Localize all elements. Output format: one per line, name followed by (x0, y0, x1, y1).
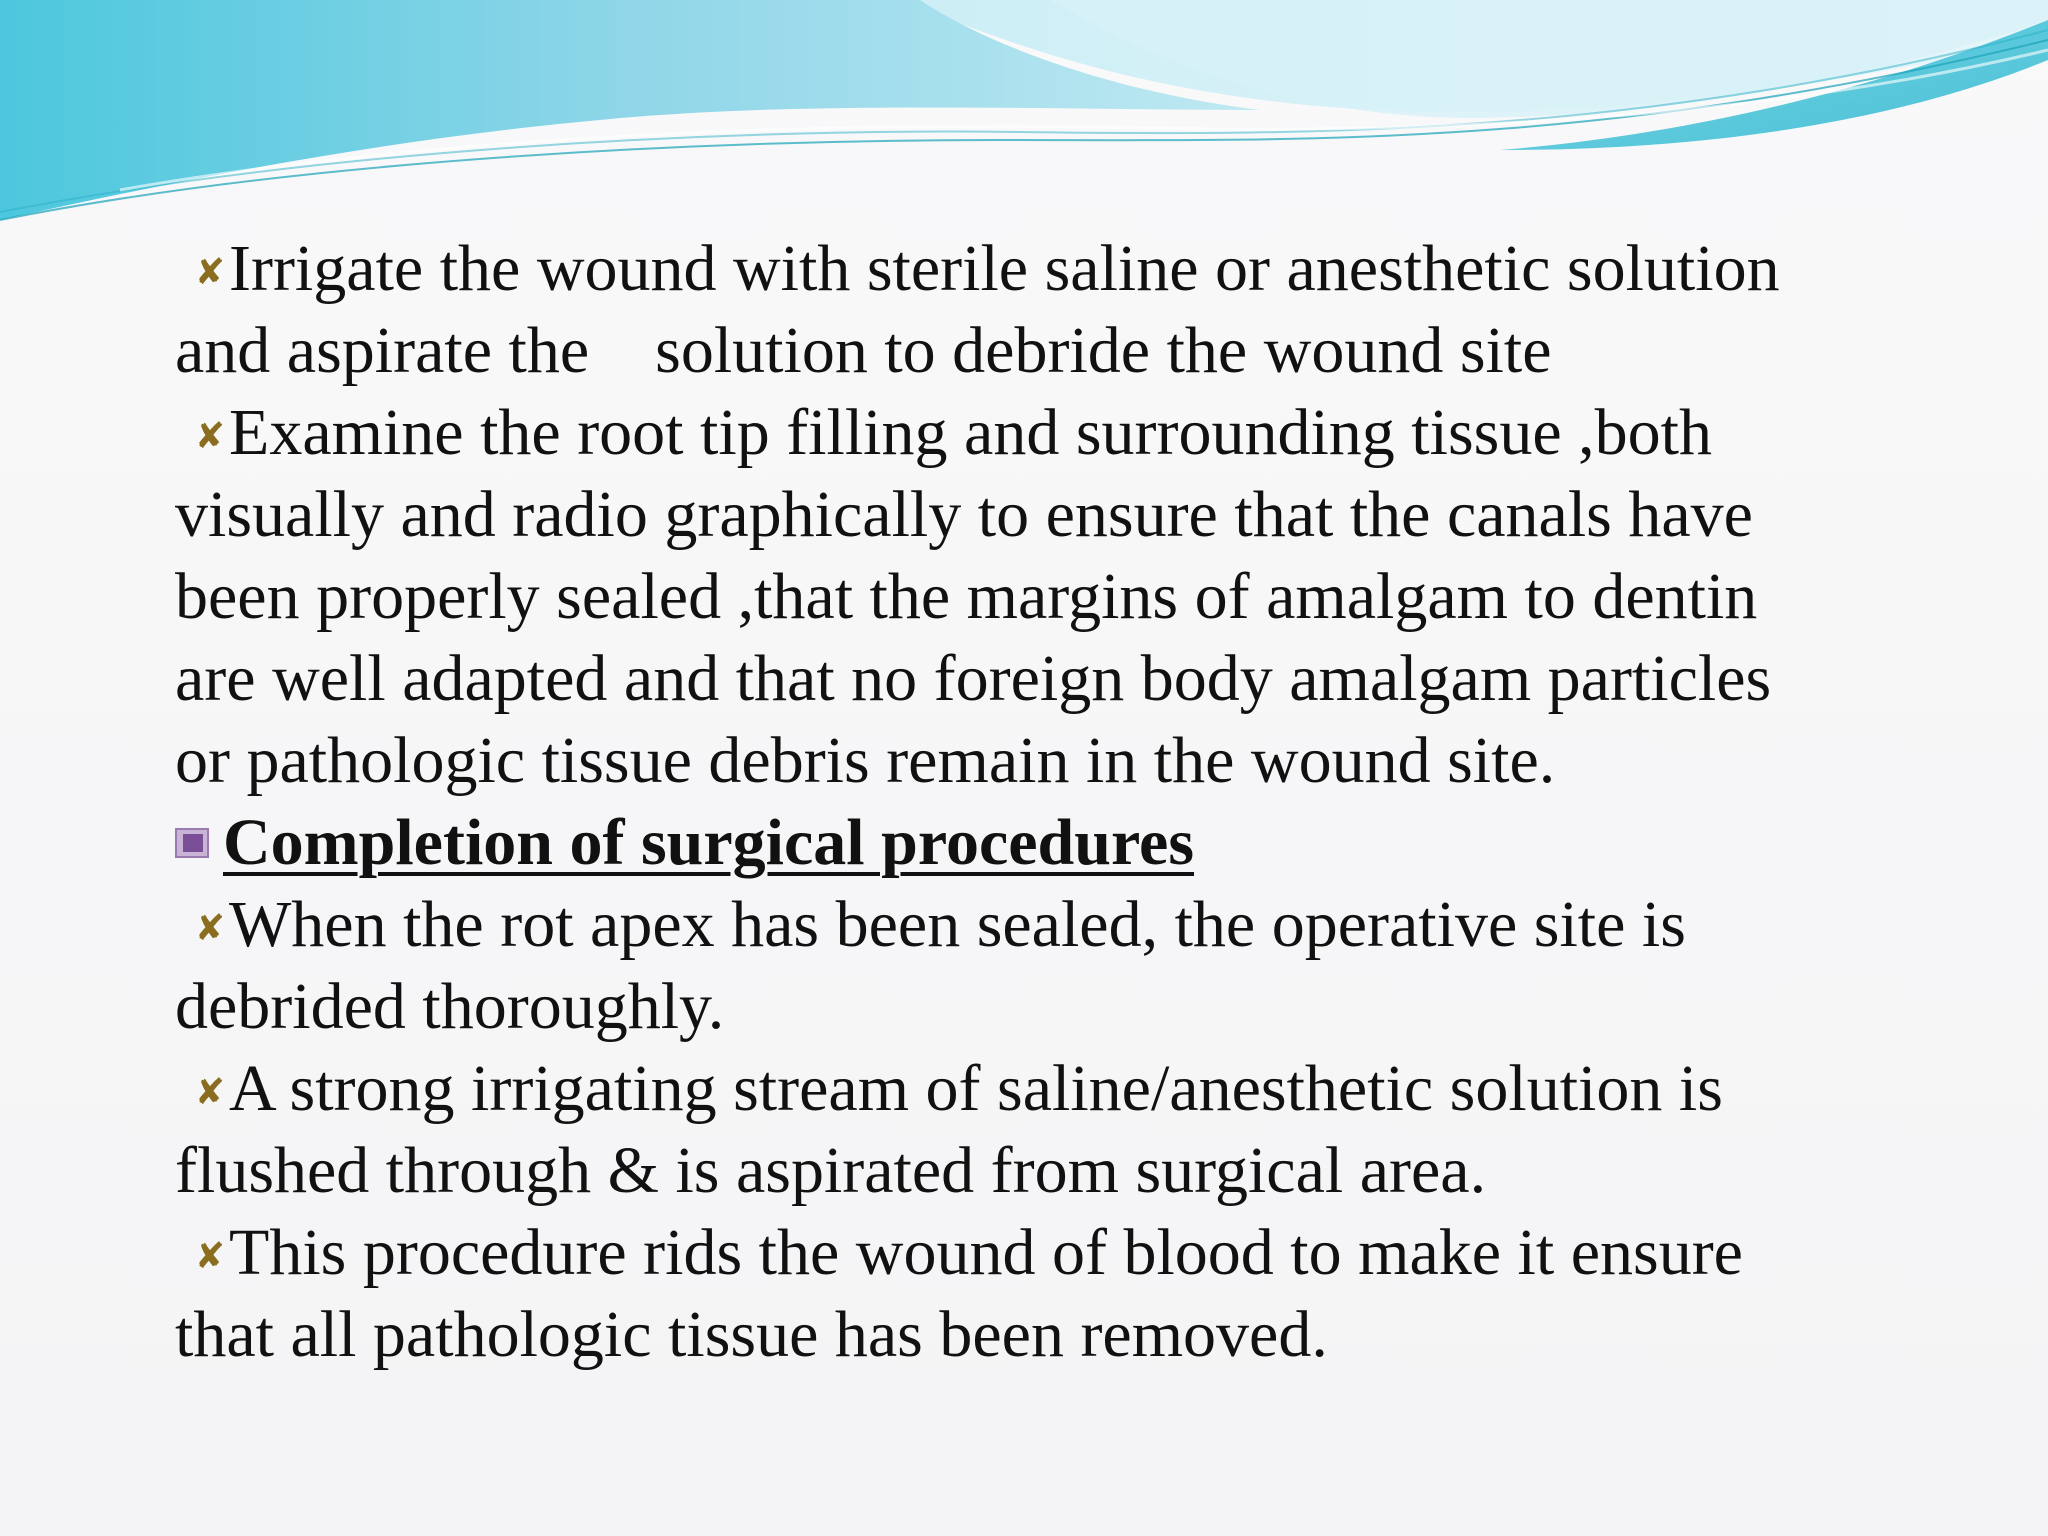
paragraph-text: and aspirate the solution to debride the wound site (175, 314, 1552, 387)
paragraph-text: flushed through & is aspirated from surgical area. (175, 1134, 1487, 1207)
text-line (175, 966, 1975, 1048)
bullet-paragraph (175, 392, 1975, 802)
paragraph-text: visually and radio graphically to ensure that the canals have (175, 478, 1753, 551)
text-line (175, 392, 1975, 474)
bullet-paragraph (175, 1212, 1975, 1376)
text-line (175, 802, 1975, 884)
text-line (175, 720, 1975, 802)
text-line (175, 1212, 1975, 1294)
x-mark-bullet-icon: ✘ (194, 416, 225, 457)
bullet-paragraph (175, 1048, 1975, 1212)
paragraph-text: debrided thoroughly. (175, 970, 725, 1043)
bullet-paragraph (175, 884, 1975, 1048)
paragraph-text: been properly sealed ,that the margins of amalgam to dentin (175, 560, 1758, 633)
text-line (175, 1048, 1975, 1130)
x-mark-bullet-icon: ✘ (194, 252, 225, 293)
slide-body (175, 228, 1975, 1376)
x-mark-bullet-icon: ✘ (194, 1072, 225, 1113)
text-line (175, 638, 1975, 720)
paragraph-text: Examine the root tip filling and surrounding tissue ,both (229, 396, 1712, 469)
bullet-paragraph (175, 228, 1975, 392)
decorative-wave-header (0, 0, 2048, 260)
text-line (175, 1294, 1975, 1376)
text-line (175, 310, 1975, 392)
section-heading-paragraph (175, 802, 1975, 884)
text-line (175, 556, 1975, 638)
text-line (175, 228, 1975, 310)
x-mark-bullet-icon: ✘ (194, 908, 225, 949)
paragraph-text: that all pathologic tissue has been removed. (175, 1298, 1328, 1371)
paragraph-text: A strong irrigating stream of saline/anesthetic solution is (229, 1052, 1723, 1125)
paragraph-text: are well adapted and that no foreign body amalgam particles (175, 642, 1772, 715)
square-bullet-icon (175, 828, 213, 860)
paragraph-text: or pathologic tissue debris remain in the wound site. (175, 724, 1556, 797)
paragraph-text: When the rot apex has been sealed, the operative site is (229, 888, 1686, 961)
text-line (175, 474, 1975, 556)
section-heading: Completion of surgical procedures (223, 806, 1195, 879)
text-line (175, 1130, 1975, 1212)
text-line (175, 884, 1975, 966)
paragraph-text: This procedure rids the wound of blood to make it ensure (229, 1216, 1743, 1289)
paragraph-text: Irrigate the wound with sterile saline or anesthetic solution (229, 232, 1780, 305)
x-mark-bullet-icon: ✘ (194, 1236, 225, 1277)
